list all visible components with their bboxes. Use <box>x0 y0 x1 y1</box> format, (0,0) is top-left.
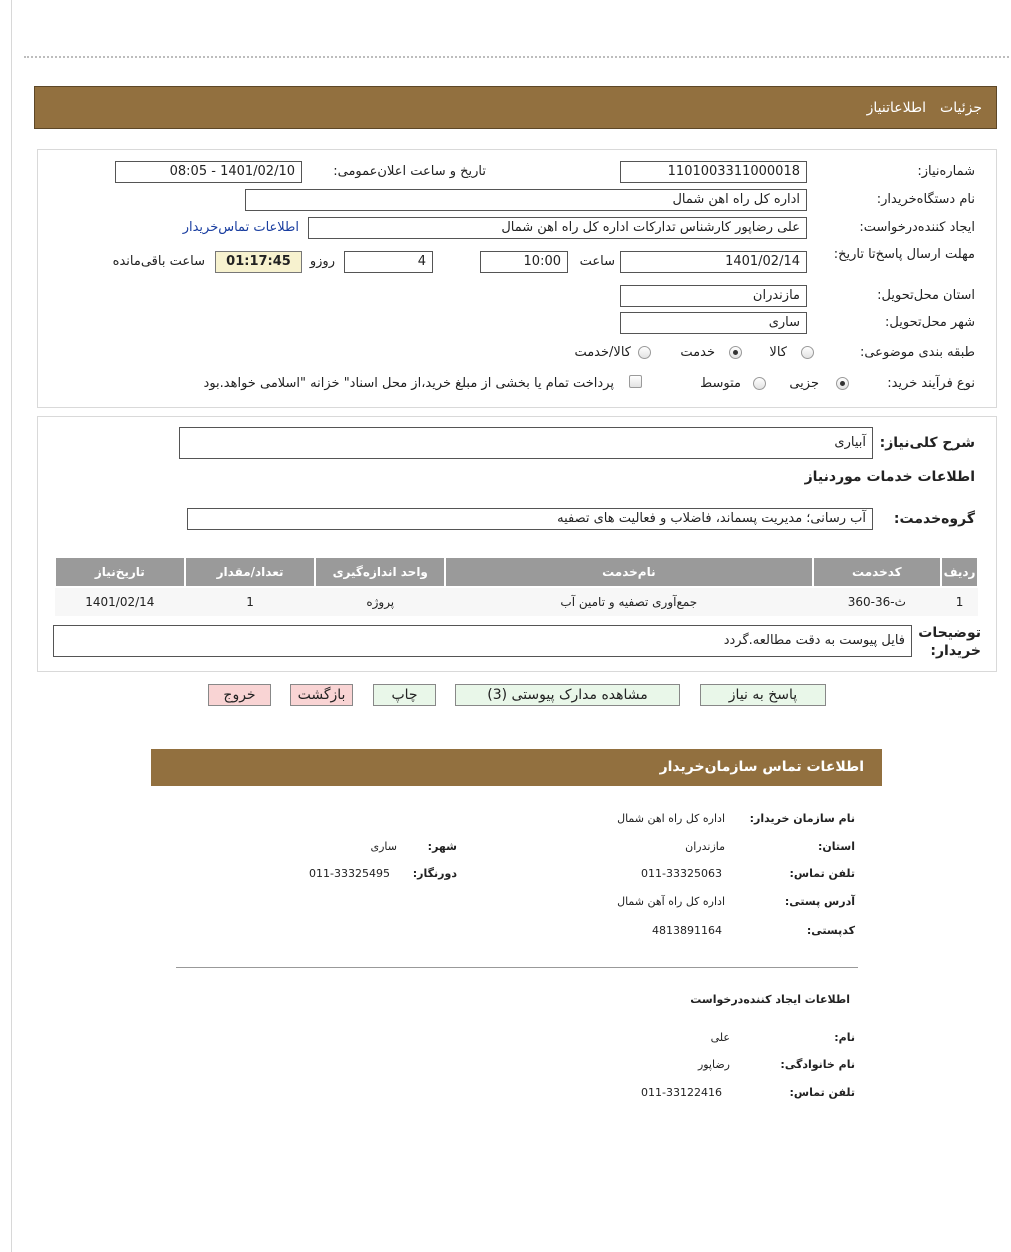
reply-button[interactable]: پاسخ به نیاز <box>700 684 826 706</box>
creator-name-label: نام: <box>834 1031 855 1044</box>
deadline-date-field: 1401/02/14 <box>620 251 807 273</box>
table-row <box>55 587 978 616</box>
process-minor-label: جزیی <box>789 376 819 391</box>
creator-field: علی رضاپور کارشناس تدارکات اداره کل راه اهن شمال <box>308 217 807 239</box>
need-number-field: 1101003311000018 <box>620 161 807 183</box>
contact-city-label: شهر: <box>427 840 457 853</box>
contact-org-label: نام سازمان خریدار: <box>749 812 855 825</box>
contact-divider <box>176 967 858 968</box>
col-row-number: ردیف <box>941 557 978 587</box>
contact-address-value: اداره کل راه آهن شمال <box>617 895 725 908</box>
contact-province-value: مازندران <box>685 840 725 853</box>
services-section-title: اطلاعات خدمات موردنیاز <box>804 469 975 485</box>
contact-postal-label: کدپستی: <box>806 924 855 937</box>
contact-fax-label: دورنگار: <box>412 867 457 880</box>
process-label: نوع فرآیند خرید: <box>887 376 975 391</box>
category-both-radio[interactable] <box>638 346 651 359</box>
contact-phone-value: 011-33325063 <box>641 867 722 880</box>
contact-phone-label: تلفن تماس: <box>789 867 855 880</box>
need-description-label: شرح کلی‌نیاز: <box>879 435 975 451</box>
category-service-label: خدمت <box>680 345 715 360</box>
creator-family-label: نام خانوادگی: <box>780 1058 855 1071</box>
remaining-label: ساعت باقی‌مانده <box>112 254 205 269</box>
view-attachments-button[interactable]: مشاهده مدارک پیوستی (3) <box>455 684 680 706</box>
tab-need-info[interactable]: اطلاعاتنیاز <box>866 100 926 116</box>
city-field: ساری <box>620 312 807 334</box>
print-button[interactable]: چاپ <box>373 684 436 706</box>
back-button[interactable]: بازگشت <box>290 684 353 706</box>
left-border-line <box>11 0 12 1252</box>
creator-phone-label: تلفن تماس: <box>789 1086 855 1099</box>
exit-button[interactable]: خروج <box>208 684 271 706</box>
cell-unit: پروژه <box>315 587 445 616</box>
contact-address-label: آدرس پستی: <box>784 895 855 908</box>
announce-field: 1401/02/10 - 08:05 <box>115 161 302 183</box>
buyer-contact-link[interactable]: اطلاعات تماس‌خریدار <box>182 220 299 235</box>
need-info-panel <box>37 149 997 408</box>
cell-quantity: 1 <box>185 587 316 616</box>
process-medium-label: متوسط <box>700 376 741 391</box>
services-table <box>54 556 979 616</box>
days-label: روزو <box>309 254 335 269</box>
contact-province-label: استان: <box>818 840 855 853</box>
service-group-label: گروه‌خدمت: <box>893 511 975 527</box>
cell-service-name: جمع‌آوری تصفیه و تامین آب <box>445 587 813 616</box>
col-service-name: نام‌خدمت <box>445 557 813 587</box>
buyer-contact-title: اطلاعات تماس سازمان‌خریدار <box>659 759 864 775</box>
col-need-date: تاریخ‌نیاز <box>55 557 185 587</box>
page-header-bar <box>34 86 997 129</box>
buyer-notes-field: فایل پیوست به دقت مطالعه.گردد <box>53 625 912 657</box>
process-minor-radio[interactable] <box>836 377 849 390</box>
tab-details[interactable]: جزئیات <box>940 100 982 116</box>
category-both-label: کالا/خدمت <box>574 345 631 360</box>
col-quantity: تعداد/مقدار <box>185 557 316 587</box>
category-goods-label: کالا <box>769 345 787 360</box>
creator-family-value: رضاپور <box>697 1058 730 1071</box>
province-label: استان محل‌تحویل: <box>877 288 975 303</box>
contact-fax-value: 011-33325495 <box>309 867 390 880</box>
province-field: مازندران <box>620 285 807 307</box>
deadline-time-label: ساعت <box>579 254 615 269</box>
creator-phone-value: 011-33122416 <box>641 1086 722 1099</box>
buyer-notes-label: توضیحات خریدار: <box>918 625 981 659</box>
category-goods-radio[interactable] <box>801 346 814 359</box>
announce-label: تاریخ و ساعت اعلان‌عمومی: <box>333 164 486 179</box>
cell-need-date: 1401/02/14 <box>55 587 185 616</box>
need-number-label: شماره‌نیاز: <box>917 164 975 179</box>
city-label: شهر محل‌تحویل: <box>885 315 975 330</box>
treasury-payment-note: پرداخت تمام یا بخشی از مبلغ خرید،از محل اسناد" خزانه "اسلامی خواهد.بود <box>203 376 614 391</box>
table-header-row <box>55 557 978 587</box>
need-description-field: آبیاری <box>179 427 873 459</box>
category-label: طبقه بندی موضوعی: <box>859 345 975 360</box>
creator-name-value: علی <box>710 1031 730 1044</box>
buyer-org-field: اداره کل راه اهن شمال <box>245 189 807 211</box>
cell-service-code: ث-36-360 <box>813 587 941 616</box>
col-unit: واحد اندازه‌گیری <box>315 557 445 587</box>
col-service-code: کدخدمت <box>813 557 941 587</box>
cell-row-number: 1 <box>941 587 978 616</box>
remaining-time-field: 01:17:45 <box>215 251 302 273</box>
deadline-label: مهلت ارسال پاسخ‌تا تاریخ: <box>833 247 975 262</box>
days-field: 4 <box>344 251 433 273</box>
buyer-org-label: نام دستگاه‌خریدار: <box>876 192 975 207</box>
service-group-field: آب رسانی؛ مدیریت پسماند، فاضلاب و فعالیت های تصفیه <box>187 508 873 530</box>
contact-city-value: ساری <box>370 840 397 853</box>
contact-org-value: اداره کل راه اهن شمال <box>617 812 725 825</box>
dotted-divider <box>24 56 1009 58</box>
buyer-contact-header <box>151 749 882 786</box>
process-medium-radio[interactable] <box>753 377 766 390</box>
deadline-time-field: 10:00 <box>480 251 568 273</box>
treasury-payment-checkbox[interactable] <box>629 375 642 388</box>
creator-info-title: اطلاعات ایجاد کننده‌درخواست <box>690 993 850 1006</box>
category-service-radio[interactable] <box>729 346 742 359</box>
contact-postal-value: 4813891164 <box>652 924 722 937</box>
creator-label: ایجاد کننده‌درخواست: <box>859 220 975 235</box>
